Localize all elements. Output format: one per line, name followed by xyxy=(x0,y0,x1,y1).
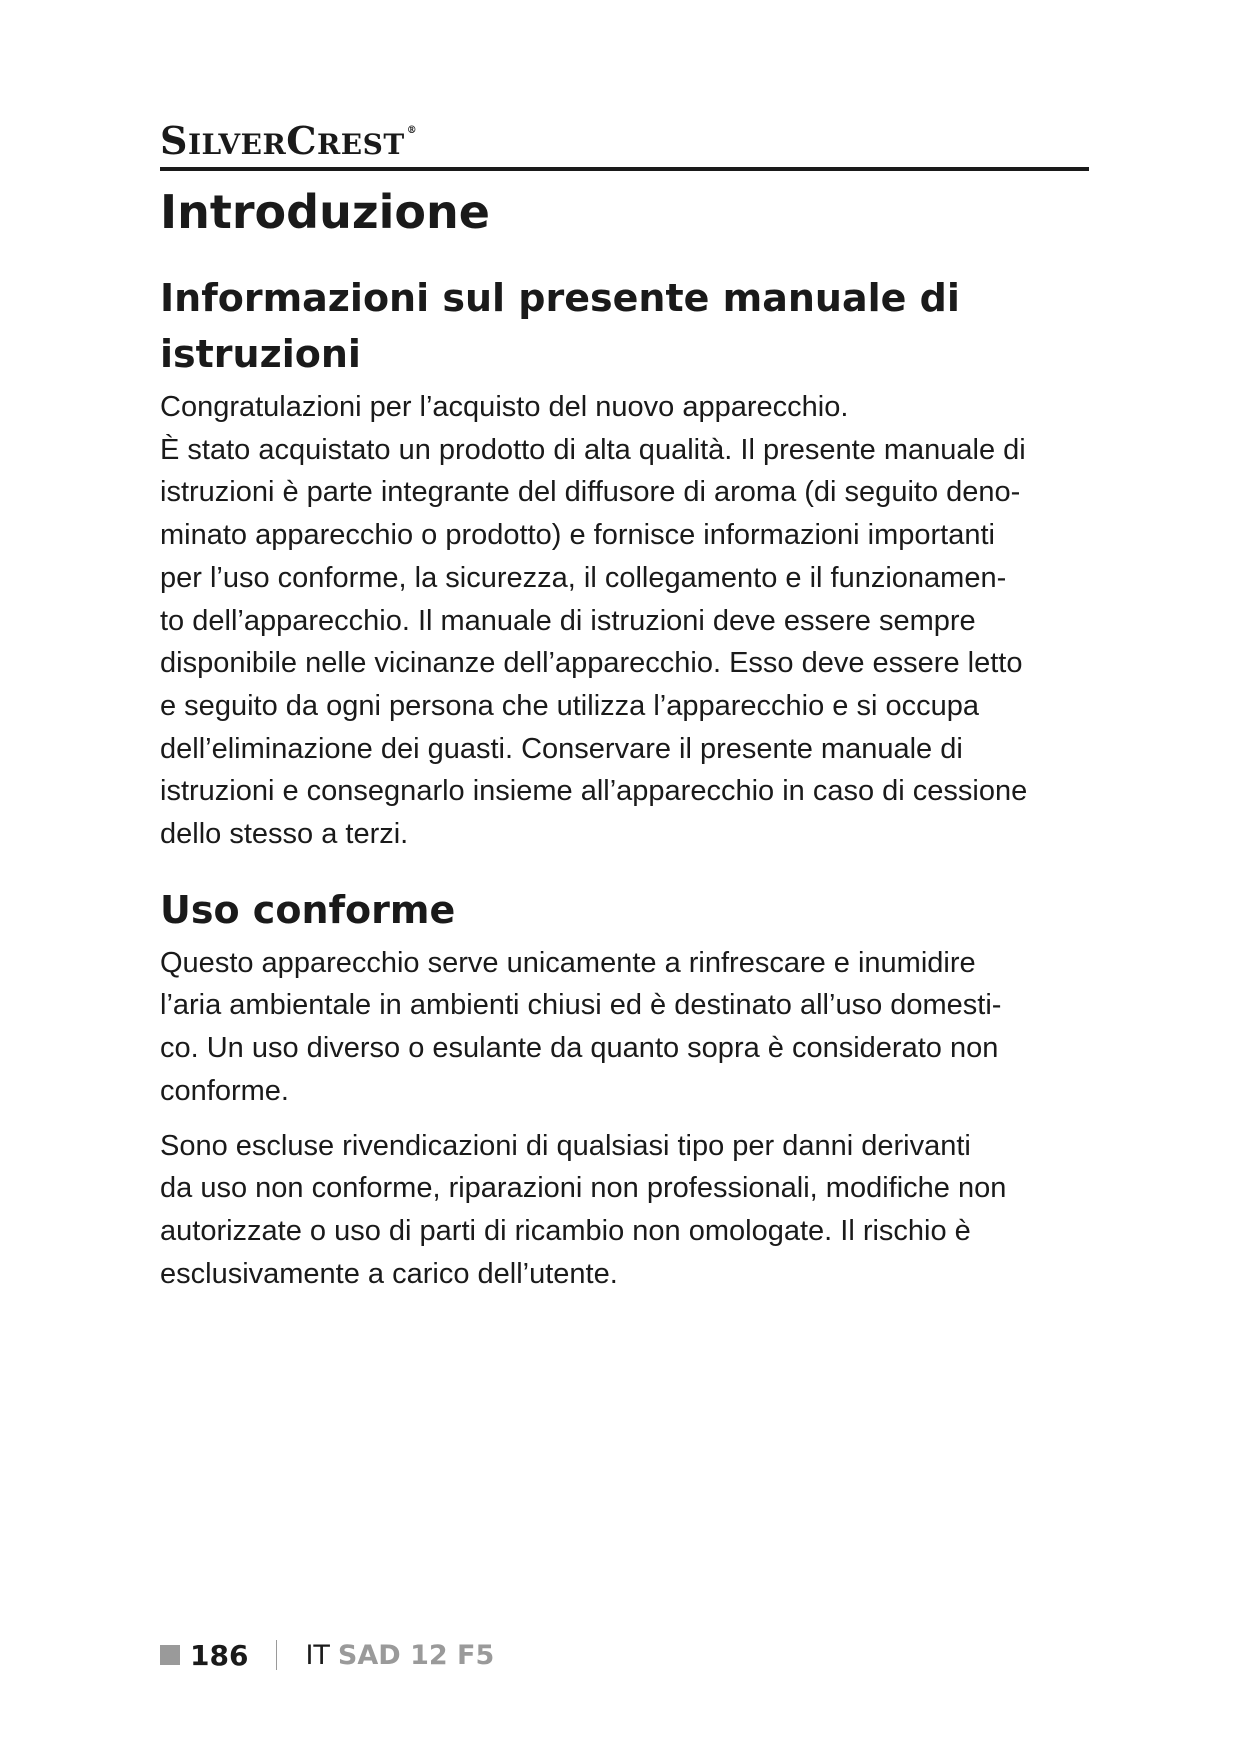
main-content xyxy=(160,178,1090,1295)
header-rule xyxy=(160,167,1089,171)
text-line: to dell’apparecchio. Il manuale di istruzioni deve essere sempre xyxy=(160,604,976,637)
text-line: co. Un uso diverso o esulante da quanto sopra è considerato non xyxy=(160,1032,999,1065)
text-line: istruzioni e consegnarlo insieme all’apparecchio in caso di cessione xyxy=(160,775,1028,808)
text-line: da uso non conforme, riparazioni non professionali, modifiche non xyxy=(160,1172,1007,1205)
paragraph-intended-use xyxy=(160,942,1090,1113)
page-number: 186 xyxy=(190,1638,249,1672)
page-footer xyxy=(160,1635,494,1675)
paragraph-manual-info xyxy=(160,386,1090,856)
text-line: dell’eliminazione dei guasti. Conservare il presente manuale di xyxy=(160,732,963,765)
brand-logo: SILVERCREST ® xyxy=(160,118,418,163)
footer-divider xyxy=(276,1640,277,1670)
text-line: minato apparecchio o prodotto) e fornisce informazioni importanti xyxy=(160,519,995,552)
text-line: dello stesso a terzi. xyxy=(160,818,409,851)
text-line: È stato acquistato un prodotto di alta qualità. Il presente manuale di xyxy=(160,433,1026,466)
text-line: istruzioni è parte integrante del diffusore di aroma (di seguito deno- xyxy=(160,476,1021,509)
square-marker-icon xyxy=(160,1645,180,1665)
text-line: autorizzate o uso di parti di ricambio non omologate. Il rischio è xyxy=(160,1214,971,1247)
language-code: IT xyxy=(305,1639,330,1671)
text-line: l’aria ambientale in ambienti chiusi ed è destinato all’uso domesti- xyxy=(160,989,1002,1022)
page-title: Introduzione xyxy=(160,185,490,239)
section-heading-intended-use: Uso conforme xyxy=(160,887,456,932)
text-line: Congratulazioni per l’acquisto del nuovo apparecchio. xyxy=(160,391,849,423)
text-line: disponibile nelle vicinanze dell’apparecchio. Esso deve essere letto xyxy=(160,647,1023,680)
text-line: per l’uso conforme, la sicurezza, il collegamento e il funzionamen- xyxy=(160,561,1007,594)
section-heading-manual-info: Informazioni sul presente manuale di istruzioni xyxy=(160,276,960,376)
text-line: Sono escluse rivendicazioni di qualsiasi tipo per danni derivanti xyxy=(160,1129,971,1162)
paragraph-liability xyxy=(160,1125,1090,1296)
model-code: SAD 12 F5 xyxy=(337,1639,495,1671)
text-line: Questo apparecchio serve unicamente a rinfrescare e inumidire xyxy=(160,946,976,979)
text-line: esclusivamente a carico dell’utente. xyxy=(160,1257,618,1290)
text-line: conforme. xyxy=(160,1074,289,1107)
text-line: e seguito da ogni persona che utilizza l’apparecchio e si occupa xyxy=(160,689,979,722)
